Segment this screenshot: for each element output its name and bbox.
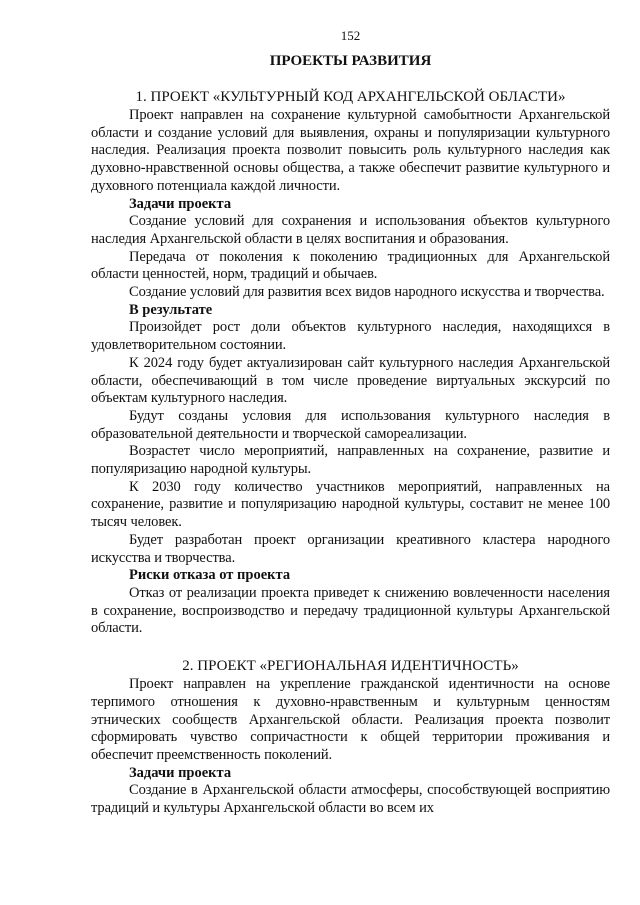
project-1-task: Создание условий для развития всех видов народного искусства и творчества. (129, 284, 605, 301)
project-2-task: Создание в Архангельской области атмосферы, способствующей восприятию традиций и культуры Архангельской области во всем их (91, 782, 610, 817)
project-1-result: Будет разработан проект организации креативного кластера народного искусства и творчества. (91, 531, 610, 566)
project-1-task: Создание условий для сохранения и использования объектов культурного наследия Архангельской области в целях воспитания и образования. (91, 213, 610, 247)
project-2-section (91, 657, 610, 818)
project-1-result: Произойдет рост доли объектов культурного наследия, находящихся в удовлетворительном состоянии. (91, 319, 610, 354)
project-1-results-heading: В результате (129, 301, 213, 318)
document-page (91, 28, 610, 818)
project-1-section (91, 88, 610, 638)
project-1-intro: Проект направлен на сохранение культурной самобытности Архангельской области и создание условий для выявления, охраны и популяризации культурного наследия. Реализация проекта позволит повысить роль культурного наследия как духовно-нравственной основы общества, а также обеспечит развитие культурного и духовного потенциала каждой личности. (91, 107, 610, 194)
project-1-risks-heading: Риски отказа от проекта (129, 567, 291, 584)
project-1-result: К 2024 году будет актуализирован сайт культурного наследия Архангельской области, обеспечивающий в том числе проведение виртуальных экскурсий по объектам культурного наследия. (91, 354, 610, 407)
page-title: ПРОЕКТЫ РАЗВИТИЯ (269, 53, 432, 69)
project-1-result: Возрастет число мероприятий, направленных на сохранение, развитие и популяризацию народной культуры. (91, 443, 610, 478)
project-1-heading: 1. ПРОЕКТ «КУЛЬТУРНЫЙ КОД АРХАНГЕЛЬСКОЙ ОБЛАСТИ» (135, 89, 566, 105)
project-1-result: К 2030 году количество участников мероприятий, направленных на сохранение, развитие и популяризацию народной культуры, составит не менее 100 тысяч человек. (91, 478, 610, 531)
project-1-tasks-heading: Задачи проекта (129, 195, 232, 212)
page-number: 152 (340, 28, 361, 43)
project-1-task: Передача от поколения к поколению традиционных для Архангельской области ценностей, норм, традиций и обычаев. (91, 248, 610, 283)
project-2-heading: 2. ПРОЕКТ «РЕГИОНАЛЬНАЯ ИДЕНТИЧНОСТЬ» (182, 658, 519, 675)
project-1-result: Будут созданы условия для использования культурного наследия в образовательной деятельности и творческой самореализации. (91, 407, 610, 442)
project-2-intro: Проект направлен на укрепление гражданской идентичности на основе терпимого отношения к духовно-нравственным и культурным ценностям этнических сообществ Архангельской области. Реализация проекта позволит сформировать чувство сопричастности к общей территории проживания и обеспечит преемственность поколений. (91, 676, 610, 763)
project-2-tasks-heading: Задачи проекта (129, 764, 232, 781)
project-1-risks: Отказ от реализации проекта приведет к снижению вовлеченности населения в сохранение, воспроизводство и передачу традиционной культуры Архангельской области. (91, 584, 610, 637)
